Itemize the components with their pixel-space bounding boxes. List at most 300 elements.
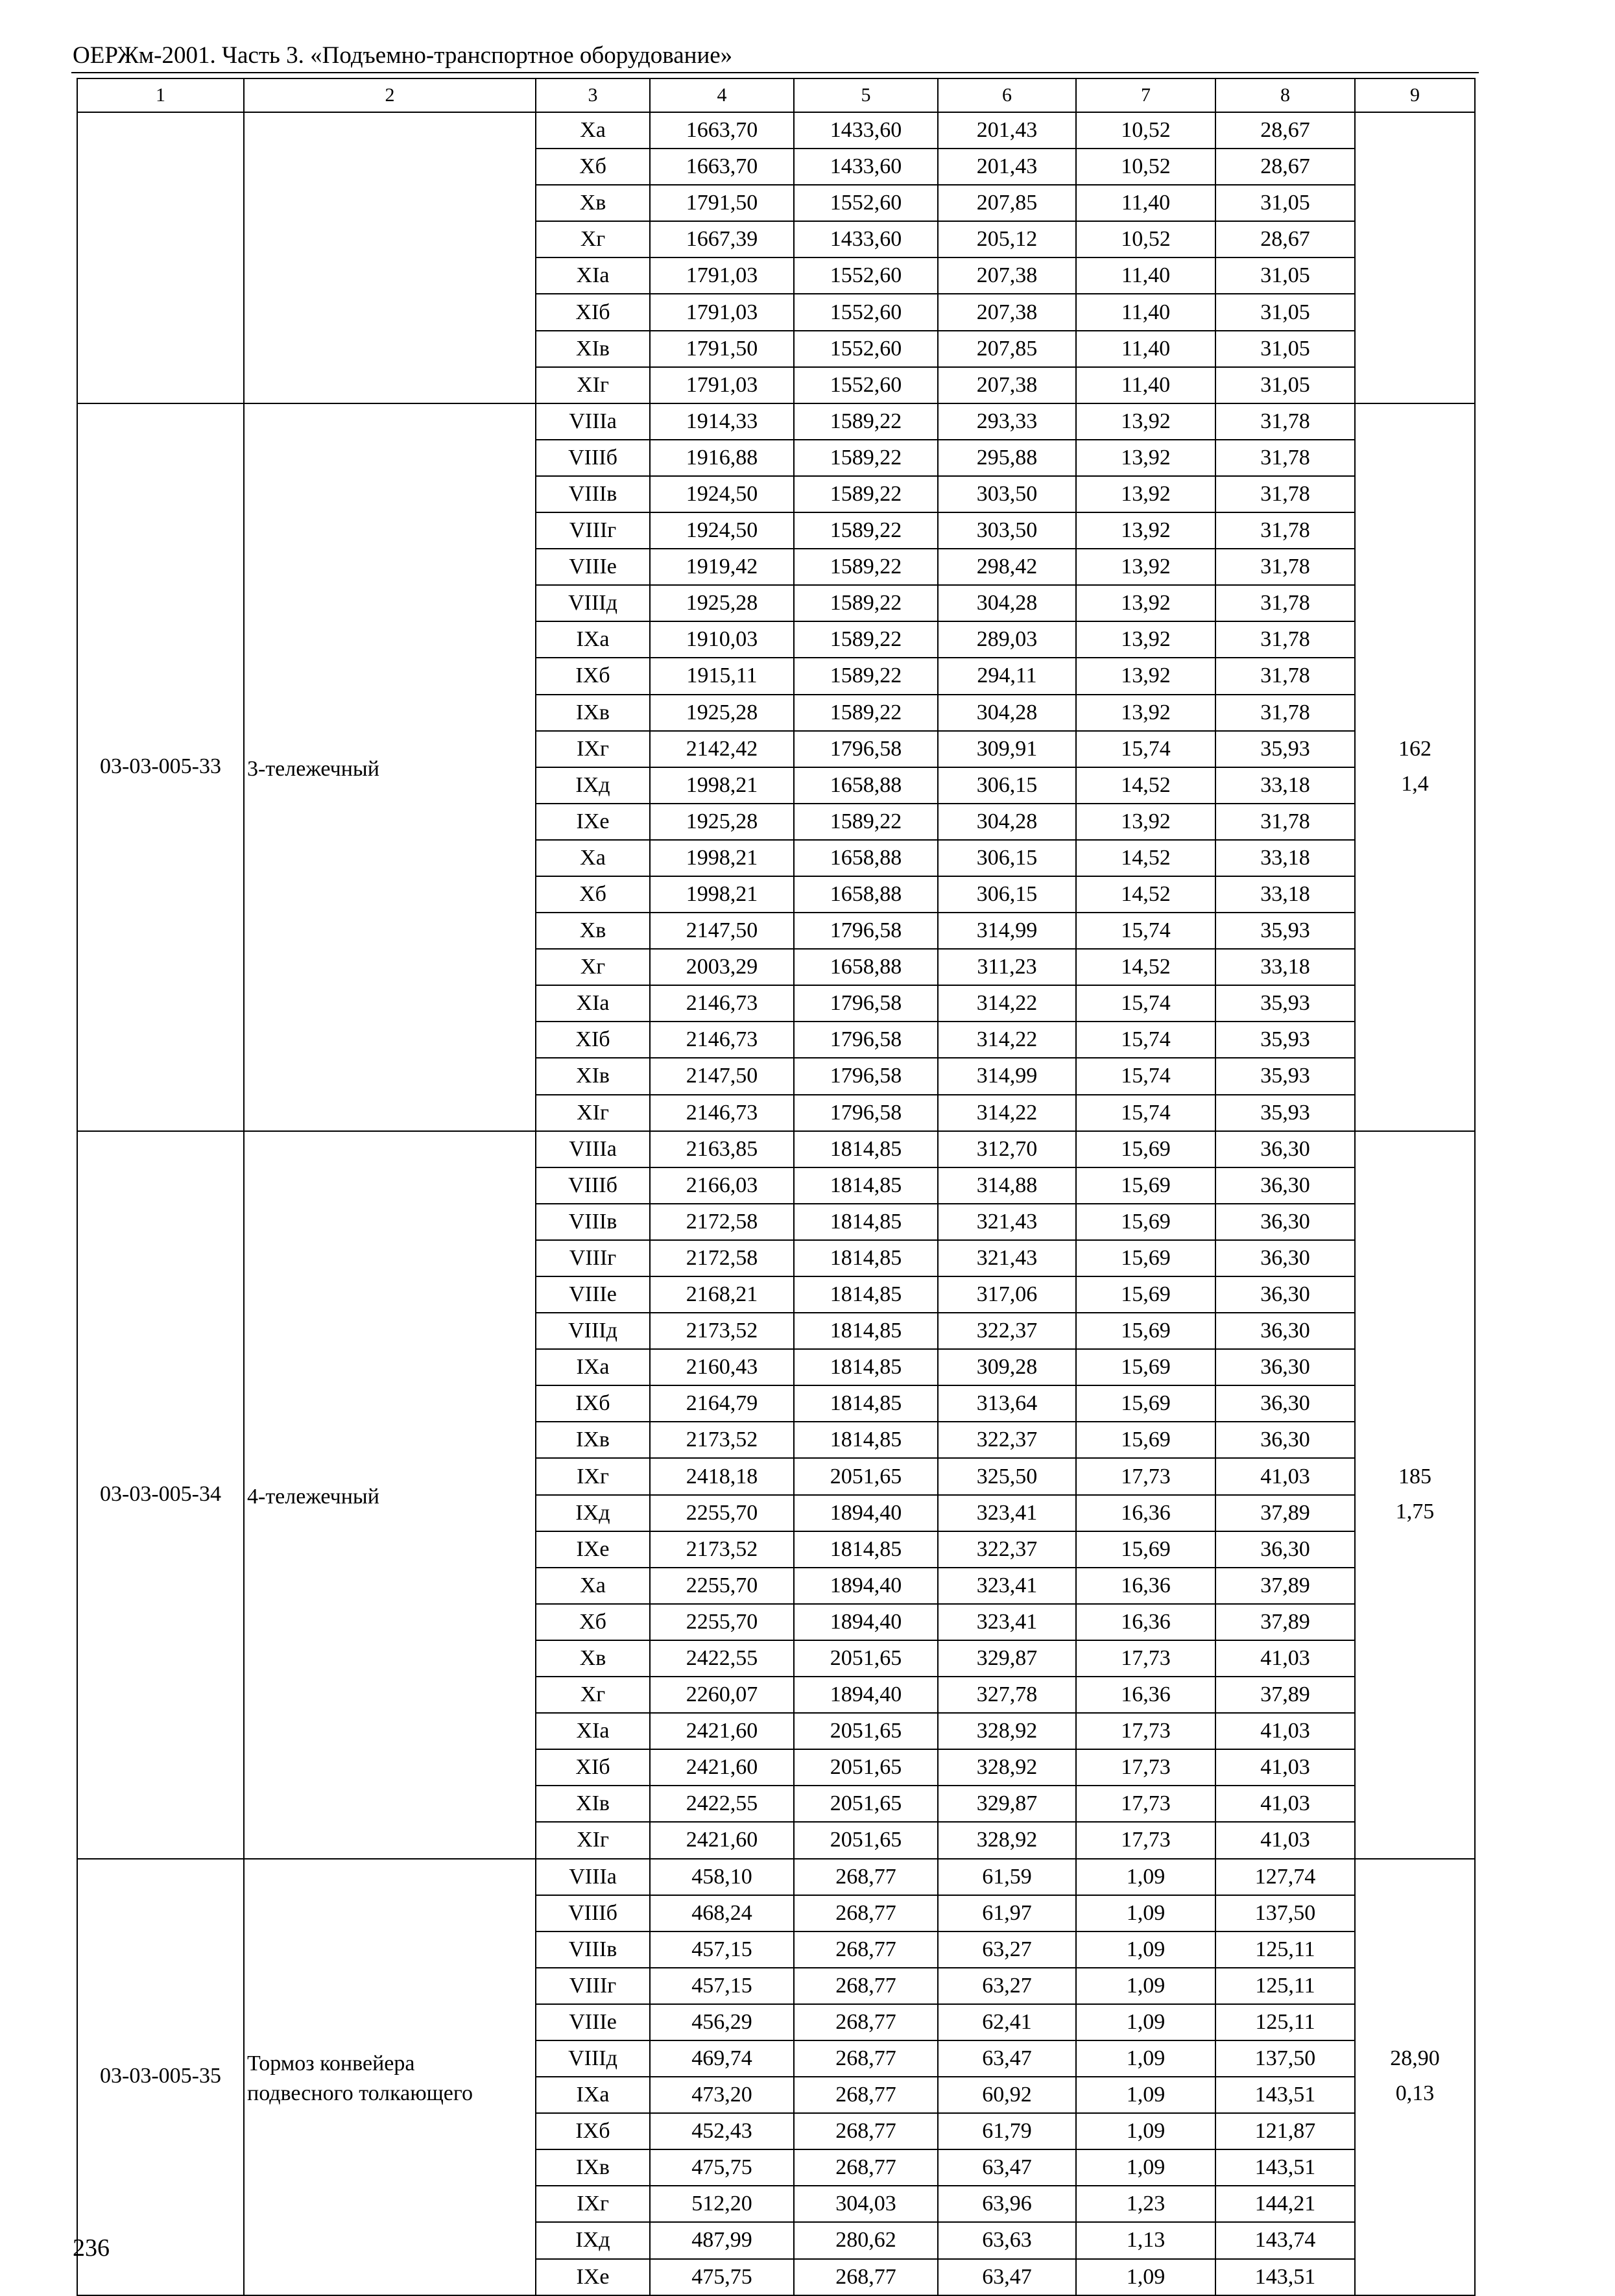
value-cell: 1925,28	[650, 585, 794, 621]
region-mark-cell: XIг	[536, 1822, 650, 1858]
value-cell: 33,18	[1215, 840, 1355, 876]
value-cell: 475,75	[650, 2149, 794, 2186]
value-cell: 306,15	[938, 876, 1076, 913]
value-cell: 16,36	[1076, 1568, 1215, 1604]
value-cell: 15,69	[1076, 1349, 1215, 1385]
value-cell: 1894,40	[794, 1604, 938, 1640]
value-cell: 15,74	[1076, 985, 1215, 1022]
region-mark-cell: VIIIа	[536, 1859, 650, 1895]
value-cell: 13,92	[1076, 512, 1215, 549]
value-cell: 127,74	[1215, 1859, 1355, 1895]
region-mark-cell: IXб	[536, 1385, 650, 1422]
value-cell: 36,30	[1215, 1349, 1355, 1385]
value-cell: 1791,03	[650, 367, 794, 403]
value-cell: 10,52	[1076, 112, 1215, 149]
value-cell: 1796,58	[794, 985, 938, 1022]
value-cell: 321,43	[938, 1240, 1076, 1276]
value-cell: 1,09	[1076, 2259, 1215, 2295]
price-table	[77, 78, 1476, 2296]
rate-code-cell	[77, 1131, 244, 1859]
value-cell: 33,18	[1215, 767, 1355, 804]
region-mark-cell: VIIIе	[536, 549, 650, 585]
value-cell: 2173,52	[650, 1531, 794, 1568]
value-cell: 268,77	[794, 2113, 938, 2149]
value-cell: 125,11	[1215, 1931, 1355, 1968]
value-cell: 16,36	[1076, 1495, 1215, 1531]
column-9-cell	[1355, 112, 1475, 403]
rate-code-cell	[77, 112, 244, 403]
region-mark-cell: IXа	[536, 1349, 650, 1385]
rate-code: 03-03-005-35	[100, 2064, 221, 2088]
value-cell: 13,92	[1076, 695, 1215, 731]
value-cell: 2421,60	[650, 1713, 794, 1749]
value-cell: 36,30	[1215, 1422, 1355, 1458]
value-cell: 143,51	[1215, 2077, 1355, 2113]
value-cell: 314,88	[938, 1167, 1076, 1204]
value-cell: 1791,03	[650, 294, 794, 330]
value-cell: 1998,21	[650, 876, 794, 913]
value-cell: 11,40	[1076, 257, 1215, 294]
value-cell: 1791,50	[650, 185, 794, 221]
region-mark-cell: VIIIд	[536, 585, 650, 621]
value-cell: 207,38	[938, 294, 1076, 330]
value-cell: 2164,79	[650, 1385, 794, 1422]
value-cell: 33,18	[1215, 949, 1355, 985]
region-mark-cell: VIIIе	[536, 1276, 650, 1313]
value-cell: 314,99	[938, 1058, 1076, 1094]
value-cell: 63,96	[938, 2186, 1076, 2222]
column-number-cell: 6	[938, 78, 1076, 112]
value-cell: 2003,29	[650, 949, 794, 985]
value-cell: 2051,65	[794, 1640, 938, 1677]
value-cell: 2051,65	[794, 1713, 938, 1749]
region-mark-cell: IXв	[536, 1422, 650, 1458]
region-mark-cell: IXд	[536, 767, 650, 804]
value-cell: 201,43	[938, 112, 1076, 149]
value-cell: 61,97	[938, 1895, 1076, 1931]
value-cell: 1,09	[1076, 1968, 1215, 2004]
value-cell: 36,30	[1215, 1531, 1355, 1568]
column-9-value: 0,13	[1395, 2081, 1435, 2106]
rate-code-cell	[77, 1859, 244, 2295]
value-cell: 28,67	[1215, 221, 1355, 257]
column-9-cell	[1355, 1131, 1475, 1859]
column-number-row	[77, 78, 1475, 112]
region-mark-cell: XIб	[536, 1022, 650, 1058]
value-cell: 1998,21	[650, 840, 794, 876]
page-number: 236	[73, 2234, 110, 2262]
value-cell: 2051,65	[794, 1749, 938, 1786]
rate-code: 03-03-005-33	[100, 754, 221, 778]
region-mark-cell: VIIIв	[536, 476, 650, 512]
value-cell: 457,15	[650, 1931, 794, 1968]
value-cell: 1814,85	[794, 1313, 938, 1349]
header-divider	[71, 72, 1479, 73]
column-number-cell: 1	[77, 78, 244, 112]
value-cell: 14,52	[1076, 876, 1215, 913]
value-cell: 31,78	[1215, 658, 1355, 694]
value-cell: 1814,85	[794, 1422, 938, 1458]
value-cell: 205,12	[938, 221, 1076, 257]
region-mark-cell: VIIIа	[536, 403, 650, 440]
value-cell: 28,67	[1215, 149, 1355, 185]
value-cell: 15,74	[1076, 913, 1215, 949]
column-9-cell	[1355, 403, 1475, 1131]
value-cell: 35,93	[1215, 1058, 1355, 1094]
value-cell: 14,52	[1076, 949, 1215, 985]
value-cell: 61,79	[938, 2113, 1076, 2149]
value-cell: 329,87	[938, 1640, 1076, 1677]
region-mark-cell: IXа	[536, 621, 650, 658]
value-cell: 1,09	[1076, 2113, 1215, 2149]
value-cell: 1910,03	[650, 621, 794, 658]
value-cell: 35,93	[1215, 1022, 1355, 1058]
value-cell: 201,43	[938, 149, 1076, 185]
value-cell: 207,85	[938, 331, 1076, 367]
value-cell: 15,69	[1076, 1204, 1215, 1240]
value-cell: 512,20	[650, 2186, 794, 2222]
value-cell: 304,28	[938, 585, 1076, 621]
rate-code: 03-03-005-34	[100, 1481, 221, 1506]
value-cell: 295,88	[938, 440, 1076, 476]
value-cell: 1796,58	[794, 1095, 938, 1131]
value-cell: 1919,42	[650, 549, 794, 585]
value-cell: 314,99	[938, 913, 1076, 949]
value-cell: 1814,85	[794, 1240, 938, 1276]
value-cell: 328,92	[938, 1822, 1076, 1858]
table-row	[77, 403, 1475, 440]
value-cell: 17,73	[1076, 1713, 1215, 1749]
value-cell: 1796,58	[794, 1022, 938, 1058]
value-cell: 311,23	[938, 949, 1076, 985]
value-cell: 31,05	[1215, 294, 1355, 330]
value-cell: 15,74	[1076, 731, 1215, 767]
value-cell: 1589,22	[794, 476, 938, 512]
value-cell: 1589,22	[794, 695, 938, 731]
rate-name-cell	[244, 403, 536, 1131]
value-cell: 15,69	[1076, 1385, 1215, 1422]
value-cell: 36,30	[1215, 1204, 1355, 1240]
value-cell: 1589,22	[794, 804, 938, 840]
value-cell: 31,78	[1215, 549, 1355, 585]
value-cell: 207,38	[938, 367, 1076, 403]
value-cell: 17,73	[1076, 1822, 1215, 1858]
value-cell: 11,40	[1076, 294, 1215, 330]
value-cell: 207,85	[938, 185, 1076, 221]
value-cell: 306,15	[938, 767, 1076, 804]
value-cell: 11,40	[1076, 185, 1215, 221]
value-cell: 143,74	[1215, 2222, 1355, 2258]
column-9-value: 185	[1398, 1464, 1431, 1489]
value-cell: 1589,22	[794, 621, 938, 658]
region-mark-cell: Xб	[536, 1604, 650, 1640]
column-number-cell: 9	[1355, 78, 1475, 112]
column-number-cell: 4	[650, 78, 794, 112]
value-cell: 1552,60	[794, 185, 938, 221]
value-cell: 1658,88	[794, 876, 938, 913]
value-cell: 1796,58	[794, 731, 938, 767]
value-cell: 41,03	[1215, 1713, 1355, 1749]
region-mark-cell: VIIIг	[536, 1240, 650, 1276]
value-cell: 268,77	[794, 2040, 938, 2077]
region-mark-cell: IXе	[536, 2259, 650, 2295]
value-cell: 2172,58	[650, 1204, 794, 1240]
value-cell: 31,78	[1215, 476, 1355, 512]
value-cell: 1552,60	[794, 367, 938, 403]
rate-name-cell	[244, 112, 536, 403]
value-cell: 31,05	[1215, 367, 1355, 403]
value-cell: 62,41	[938, 2004, 1076, 2040]
region-mark-cell: IXг	[536, 1458, 650, 1494]
value-cell: 10,52	[1076, 149, 1215, 185]
value-cell: 125,11	[1215, 1968, 1355, 2004]
value-cell: 1433,60	[794, 221, 938, 257]
rate-name-line: Тормоз конвейера	[247, 2051, 415, 2076]
region-mark-cell: XIа	[536, 257, 650, 294]
value-cell: 41,03	[1215, 1458, 1355, 1494]
value-cell: 268,77	[794, 1895, 938, 1931]
value-cell: 41,03	[1215, 1822, 1355, 1858]
value-cell: 31,78	[1215, 512, 1355, 549]
value-cell: 31,78	[1215, 804, 1355, 840]
value-cell: 323,41	[938, 1604, 1076, 1640]
value-cell: 15,69	[1076, 1276, 1215, 1313]
column-number-cell: 3	[536, 78, 650, 112]
region-mark-cell: Xг	[536, 221, 650, 257]
value-cell: 1658,88	[794, 840, 938, 876]
region-mark-cell: XIв	[536, 1058, 650, 1094]
value-cell: 268,77	[794, 2149, 938, 2186]
value-cell: 28,67	[1215, 112, 1355, 149]
value-cell: 31,05	[1215, 257, 1355, 294]
value-cell: 328,92	[938, 1713, 1076, 1749]
value-cell: 2147,50	[650, 913, 794, 949]
value-cell: 1814,85	[794, 1131, 938, 1167]
value-cell: 1658,88	[794, 949, 938, 985]
value-cell: 1552,60	[794, 257, 938, 294]
value-cell: 1894,40	[794, 1495, 938, 1531]
value-cell: 1796,58	[794, 1058, 938, 1094]
value-cell: 137,50	[1215, 2040, 1355, 2077]
value-cell: 294,11	[938, 658, 1076, 694]
value-cell: 322,37	[938, 1422, 1076, 1458]
value-cell: 1433,60	[794, 149, 938, 185]
value-cell: 16,36	[1076, 1604, 1215, 1640]
value-cell: 15,74	[1076, 1058, 1215, 1094]
value-cell: 63,47	[938, 2040, 1076, 2077]
region-mark-cell: Xв	[536, 1640, 650, 1677]
value-cell: 35,93	[1215, 731, 1355, 767]
value-cell: 13,92	[1076, 549, 1215, 585]
value-cell: 1894,40	[794, 1568, 938, 1604]
region-mark-cell: IXг	[536, 2186, 650, 2222]
rate-code	[80, 240, 241, 275]
value-cell: 1,23	[1076, 2186, 1215, 2222]
value-cell: 1433,60	[794, 112, 938, 149]
value-cell: 15,69	[1076, 1131, 1215, 1167]
value-cell: 2051,65	[794, 1822, 938, 1858]
region-mark-cell: IXе	[536, 1531, 650, 1568]
region-mark-cell: XIв	[536, 331, 650, 367]
value-cell: 268,77	[794, 2004, 938, 2040]
value-cell: 36,30	[1215, 1240, 1355, 1276]
value-cell: 13,92	[1076, 403, 1215, 440]
region-mark-cell: XIа	[536, 985, 650, 1022]
value-cell: 1894,40	[794, 1677, 938, 1713]
region-mark-cell: Xв	[536, 185, 650, 221]
value-cell: 325,50	[938, 1458, 1076, 1494]
value-cell: 60,92	[938, 2077, 1076, 2113]
region-mark-cell: IXб	[536, 658, 650, 694]
value-cell: 2255,70	[650, 1604, 794, 1640]
value-cell: 317,06	[938, 1276, 1076, 1313]
value-cell: 1589,22	[794, 549, 938, 585]
region-mark-cell: Xб	[536, 876, 650, 913]
value-cell: 41,03	[1215, 1640, 1355, 1677]
value-cell: 36,30	[1215, 1167, 1355, 1204]
value-cell: 289,03	[938, 621, 1076, 658]
column-9-value: 1,4	[1401, 771, 1429, 796]
column-9-value: 28,90	[1390, 2046, 1440, 2071]
region-mark-cell: XIб	[536, 294, 650, 330]
region-mark-cell: IXб	[536, 2113, 650, 2149]
price-table-body	[77, 78, 1475, 2295]
value-cell: 2168,21	[650, 1276, 794, 1313]
value-cell: 1914,33	[650, 403, 794, 440]
value-cell: 2422,55	[650, 1786, 794, 1822]
value-cell: 298,42	[938, 549, 1076, 585]
region-mark-cell: VIIIе	[536, 2004, 650, 2040]
value-cell: 35,93	[1215, 1095, 1355, 1131]
region-mark-cell: IXе	[536, 804, 650, 840]
region-mark-cell: IXг	[536, 731, 650, 767]
column-9-value: 162	[1398, 736, 1431, 761]
value-cell: 2142,42	[650, 731, 794, 767]
value-cell: 304,28	[938, 695, 1076, 731]
column-9-cell	[1355, 1859, 1475, 2295]
table-row	[77, 1859, 1475, 1895]
value-cell: 327,78	[938, 1677, 1076, 1713]
value-cell: 63,27	[938, 1931, 1076, 1968]
value-cell: 2260,07	[650, 1677, 794, 1713]
value-cell: 452,43	[650, 2113, 794, 2149]
rate-name-line: подвесного толкающего	[247, 2081, 473, 2106]
value-cell: 1925,28	[650, 695, 794, 731]
rate-code-cell	[77, 403, 244, 1131]
value-cell: 31,78	[1215, 403, 1355, 440]
region-mark-cell: Xг	[536, 949, 650, 985]
region-mark-cell: IXа	[536, 2077, 650, 2113]
value-cell: 304,28	[938, 804, 1076, 840]
region-mark-cell: Xа	[536, 840, 650, 876]
region-mark-cell: Xа	[536, 112, 650, 149]
value-cell: 1814,85	[794, 1276, 938, 1313]
value-cell: 10,52	[1076, 221, 1215, 257]
value-cell: 1925,28	[650, 804, 794, 840]
region-mark-cell: IXв	[536, 695, 650, 731]
value-cell: 13,92	[1076, 585, 1215, 621]
value-cell: 36,30	[1215, 1313, 1355, 1349]
region-mark-cell: Xв	[536, 913, 650, 949]
value-cell: 15,69	[1076, 1240, 1215, 1276]
value-cell: 121,87	[1215, 2113, 1355, 2149]
region-mark-cell: VIIIд	[536, 1313, 650, 1349]
region-mark-cell: VIIIг	[536, 512, 650, 549]
value-cell: 313,64	[938, 1385, 1076, 1422]
region-mark-cell: IXд	[536, 2222, 650, 2258]
value-cell: 2147,50	[650, 1058, 794, 1094]
value-cell: 1589,22	[794, 512, 938, 549]
value-cell: 37,89	[1215, 1604, 1355, 1640]
region-mark-cell: XIг	[536, 367, 650, 403]
value-cell: 2422,55	[650, 1640, 794, 1677]
value-cell: 1796,58	[794, 913, 938, 949]
rate-name-line: 4-тележечный	[247, 1484, 379, 1509]
value-cell: 321,43	[938, 1204, 1076, 1240]
value-cell: 322,37	[938, 1313, 1076, 1349]
value-cell: 2421,60	[650, 1822, 794, 1858]
region-mark-cell: VIIIб	[536, 1895, 650, 1931]
value-cell: 1663,70	[650, 112, 794, 149]
value-cell: 2166,03	[650, 1167, 794, 1204]
value-cell: 1814,85	[794, 1349, 938, 1385]
value-cell: 36,30	[1215, 1276, 1355, 1313]
value-cell: 1924,50	[650, 512, 794, 549]
value-cell: 63,47	[938, 2149, 1076, 2186]
value-cell: 31,05	[1215, 331, 1355, 367]
value-cell: 468,24	[650, 1895, 794, 1931]
value-cell: 14,52	[1076, 767, 1215, 804]
region-mark-cell: VIIIа	[536, 1131, 650, 1167]
value-cell: 1663,70	[650, 149, 794, 185]
value-cell: 268,77	[794, 1859, 938, 1895]
value-cell: 13,92	[1076, 621, 1215, 658]
region-mark-cell: VIIIв	[536, 1931, 650, 1968]
value-cell: 1998,21	[650, 767, 794, 804]
value-cell: 314,22	[938, 1095, 1076, 1131]
value-cell: 309,28	[938, 1349, 1076, 1385]
value-cell: 15,69	[1076, 1422, 1215, 1458]
value-cell: 1552,60	[794, 331, 938, 367]
value-cell: 37,89	[1215, 1568, 1355, 1604]
rate-name-cell	[244, 1131, 536, 1859]
region-mark-cell: XIа	[536, 1713, 650, 1749]
value-cell: 1,09	[1076, 2149, 1215, 2186]
value-cell: 1,09	[1076, 1931, 1215, 1968]
value-cell: 41,03	[1215, 1786, 1355, 1822]
region-mark-cell: Xа	[536, 1568, 650, 1604]
value-cell: 280,62	[794, 2222, 938, 2258]
rate-name-line: 3-тележечный	[247, 756, 379, 781]
value-cell: 1814,85	[794, 1167, 938, 1204]
value-cell: 268,77	[794, 1931, 938, 1968]
value-cell: 15,69	[1076, 1531, 1215, 1568]
value-cell: 15,69	[1076, 1313, 1215, 1349]
value-cell: 323,41	[938, 1495, 1076, 1531]
value-cell: 1814,85	[794, 1385, 938, 1422]
region-mark-cell: XIг	[536, 1095, 650, 1131]
region-mark-cell: VIIIг	[536, 1968, 650, 2004]
document-header-title: ОЕРЖм-2001. Часть 3. «Подъемно-транспортное оборудование»	[73, 42, 733, 69]
value-cell: 63,63	[938, 2222, 1076, 2258]
value-cell: 1589,22	[794, 403, 938, 440]
value-cell: 1,09	[1076, 2077, 1215, 2113]
column-number-cell: 2	[244, 78, 536, 112]
value-cell: 303,50	[938, 512, 1076, 549]
column-9-value: 1,75	[1395, 1499, 1435, 1524]
value-cell: 322,37	[938, 1531, 1076, 1568]
region-mark-cell: Xг	[536, 1677, 650, 1713]
